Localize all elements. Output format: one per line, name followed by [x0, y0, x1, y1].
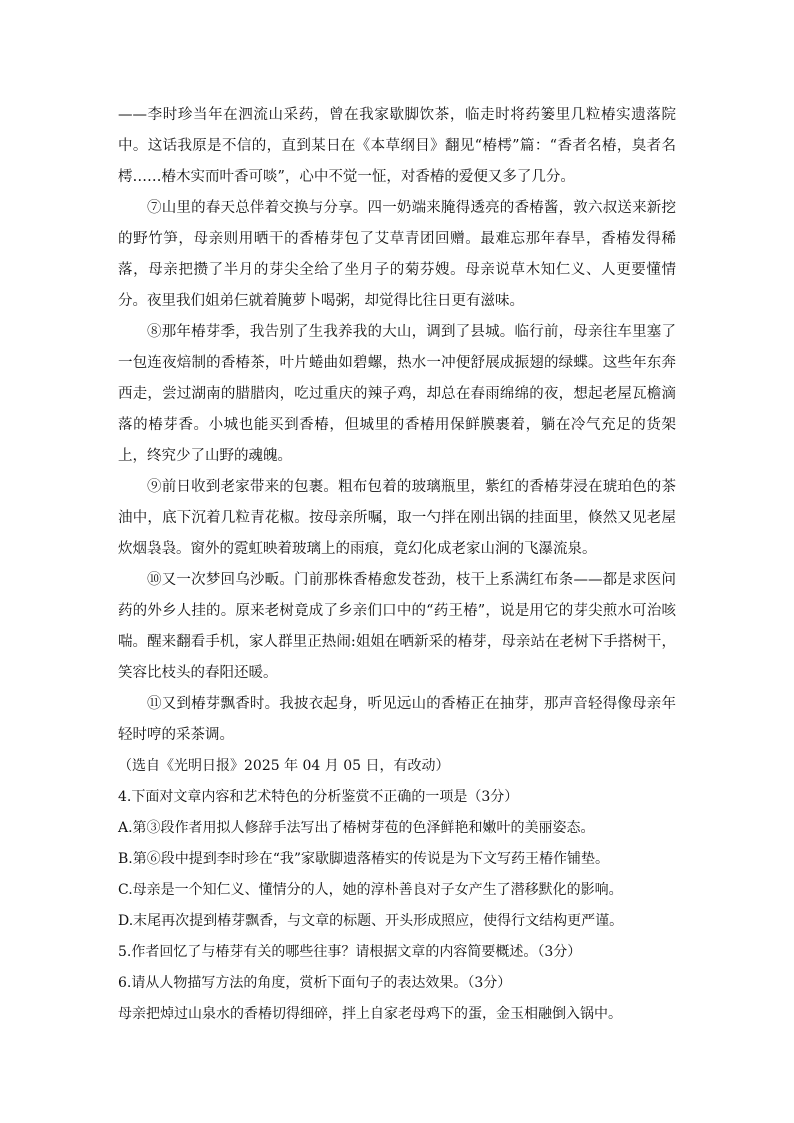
question-4-option-c: C.母亲是一个知仁义、懂情分的人，她的淳朴善良对子女产生了潜移默化的影响。	[118, 882, 623, 898]
paragraph-10: ⑩又一次梦回乌沙畈。门前那株香椿愈发苍劲，枝干上系满红布条——都是求医问药的外乡人挂的。原来老树竟成了乡亲们口中的“药王椿”，说是用它的芽尖煎水可治咳喘。醒来翻看手机，家人群里正热闹:姐姐在晒新采的椿芽，母亲站在老树下手搭树干，笑容比枝头的春阳还暖。	[118, 572, 676, 681]
paragraph-6-continuation: ——李时珍当年在泗流山采药，曾在我家歇脚饮茶，临走时将药篓里几粒椿实遗落院中。这话我原是不信的，直到某日在《本草纲目》翻见“椿樗”篇：“香者名椿，臭者名樗……椿木实而叶香可啖”，心中不觉一怔，对香椿的爱便又多了几分。	[118, 107, 676, 185]
question-5: 5.作者回忆了与椿芽有关的哪些往事？请根据文章的内容简要概述。（3分）	[118, 944, 582, 960]
question-4-option-b: B.第⑥段中提到李时珍在“我”家歇脚遗落椿实的传说是为下文写药王椿作铺垫。	[118, 851, 610, 867]
paragraph-9: ⑨前日收到老家带来的包裹。粗布包着的玻璃瓶里，紫红的香椿芽浸在琥珀色的茶油中，底下沉着几粒青花椒。按母亲所嘱，取一勺拌在刚出锅的挂面里，倏然又见老屋炊烟袅袅。窗外的霓虹映着玻璃上的雨痕，竟幻化成老家山涧的飞瀑流泉。	[118, 479, 676, 557]
source-citation: （选自《光明日报》2025 年 04 月 05 日，有改动）	[118, 758, 450, 774]
paragraph-7: ⑦山里的春天总伴着交换与分享。四一奶端来腌得透亮的香椿酱，敦六叔送来新挖的野竹笋，母亲则用晒干的香椿芽包了艾草青团回赠。最难忘那年春旱，香椿发得稀落，母亲把攒了半月的芽尖全给了坐月子的菊芬嫂。母亲说草木知仁义、人更要懂情分。夜里我们姐弟仨就着腌萝卜喝粥，却觉得比往日更有滋味。	[118, 200, 676, 309]
question-6-sentence: 母亲把焯过山泉水的香椿切得细碎，拌上自家老母鸡下的蛋，金玉相融倒入锅中。	[118, 1006, 622, 1022]
question-4-option-a: A.第③段作者用拟人修辞手法写出了椿树芽苞的色泽鲜艳和嫩叶的美丽姿态。	[118, 820, 595, 836]
document-page	[118, 100, 676, 1030]
paragraph-8: ⑧那年椿芽季，我告别了生我养我的大山，调到了县城。临行前，母亲往车里塞了一包连夜焙制的香椿茶，叶片蜷曲如碧螺，热水一冲便舒展成振翅的绿蝶。这些年东奔西走，尝过湖南的腊腊肉，吃过重庆的辣子鸡，却总在春雨绵绵的夜，想起老屋瓦檐滴落的椿芽香。小城也能买到香椿，但城里的香椿用保鲜膜裹着，躺在冷气充足的货架上，终究少了山野的魂魄。	[118, 324, 676, 464]
question-4: 4.下面对文章内容和艺术特色的分析鉴赏不正确的一项是（3分）	[118, 789, 519, 805]
question-4-option-d: D.末尾再次提到椿芽飘香，与文章的标题、开头形成照应，使得行文结构更严谨。	[118, 913, 624, 929]
question-6: 6.请从人物描写方法的角度，赏析下面句子的表达效果。（3分）	[118, 975, 512, 991]
paragraph-11: ⑪又到椿芽飘香时。我披衣起身，听见远山的香椿正在抽芽，那声音轻得像母亲年轻时哼的采茶调。	[118, 696, 676, 743]
